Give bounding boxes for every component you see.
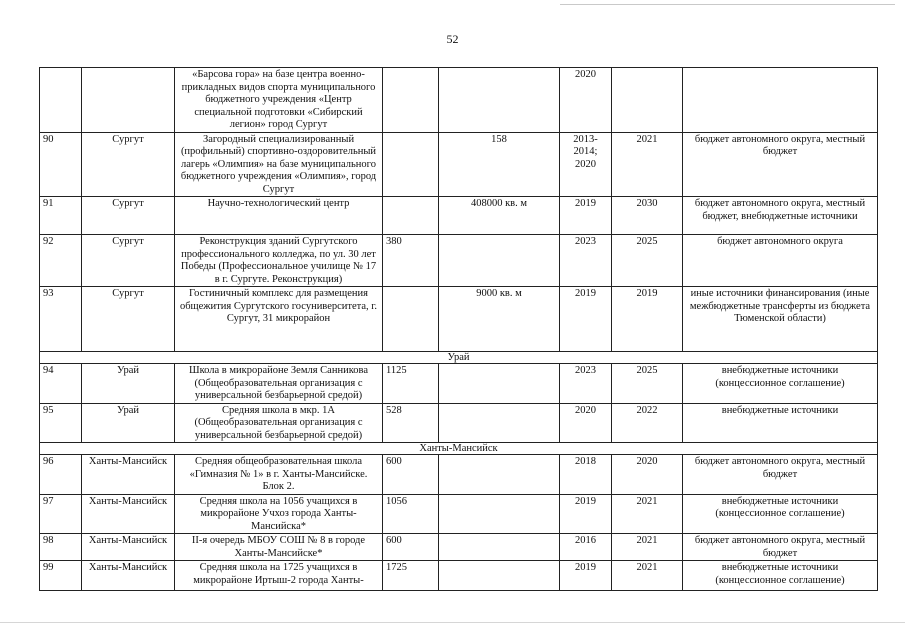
- row-capacity: 1725: [383, 561, 439, 591]
- row-city: Сургут: [82, 287, 175, 352]
- row-area: 9000 кв. м: [439, 287, 560, 352]
- row-area: [439, 68, 560, 133]
- row-city: Ханты-Мансийск: [82, 455, 175, 495]
- row-city: Сургут: [82, 132, 175, 197]
- table-row: [40, 455, 878, 495]
- row-funding-source: бюджет автономного округа, местный бюджет: [683, 534, 878, 561]
- table-row: [40, 403, 878, 443]
- row-funding-source: внебюджетные источники (концессионное соглашение): [683, 561, 878, 591]
- row-number: 91: [40, 197, 82, 235]
- row-area: 158: [439, 132, 560, 197]
- row-end-year: 2021: [612, 132, 683, 197]
- row-capacity: [383, 287, 439, 352]
- row-city: Ханты-Мансийск: [82, 494, 175, 534]
- row-object: Средняя школа в мкр. 1А (Общеобразовательная организация с универсальной безбарьерной средой): [175, 403, 383, 443]
- row-capacity: 528: [383, 403, 439, 443]
- row-area: [439, 235, 560, 287]
- row-end-year: 2021: [612, 534, 683, 561]
- row-start-year: 2019: [560, 561, 612, 591]
- row-city: Сургут: [82, 197, 175, 235]
- row-funding-source: бюджет автономного округа, местный бюджет: [683, 455, 878, 495]
- row-object: Средняя общеобразовательная школа «Гимназия № 1» в г. Ханты-Мансийске. Блок 2.: [175, 455, 383, 495]
- row-area: 408000 кв. м: [439, 197, 560, 235]
- row-start-year: 2020: [560, 68, 612, 133]
- row-number: 95: [40, 403, 82, 443]
- table-row: [40, 235, 878, 287]
- row-capacity: 600: [383, 534, 439, 561]
- row-area: [439, 364, 560, 404]
- row-area: [439, 561, 560, 591]
- row-start-year: 2018: [560, 455, 612, 495]
- row-end-year: 2021: [612, 561, 683, 591]
- row-start-year: 2020: [560, 403, 612, 443]
- section-title: Урай: [40, 352, 878, 364]
- row-object: Школа в микрорайоне Земля Санникова (Общеобразовательная организация с универсальной безбарьерной средой): [175, 364, 383, 404]
- row-object: II-я очередь МБОУ СОШ № 8 в городе Ханты-Мансийске*: [175, 534, 383, 561]
- row-funding-source: внебюджетные источники (концессионное соглашение): [683, 364, 878, 404]
- row-city: Урай: [82, 403, 175, 443]
- table-row: [40, 364, 878, 404]
- row-city: Ханты-Мансийск: [82, 534, 175, 561]
- row-end-year: 2030: [612, 197, 683, 235]
- row-funding-source: бюджет автономного округа: [683, 235, 878, 287]
- row-city: Сургут: [82, 235, 175, 287]
- row-city: [82, 68, 175, 133]
- row-number: 98: [40, 534, 82, 561]
- scan-edge-line-top: [560, 4, 895, 5]
- scan-edge-line-bottom: [0, 622, 905, 623]
- row-funding-source: внебюджетные источники: [683, 403, 878, 443]
- row-funding-source: иные источники финансирования (иные межбюджетные трансферты из бюджета Тюменской области): [683, 287, 878, 352]
- row-capacity: 1125: [383, 364, 439, 404]
- row-funding-source: [683, 68, 878, 133]
- table-row: [40, 494, 878, 534]
- row-start-year: 2019: [560, 494, 612, 534]
- row-capacity: 600: [383, 455, 439, 495]
- row-object: «Барсова гора» на базе центра военно-прикладных видов спорта муниципального бюджетного учреждения «Центр специальной подготовки «Сибирский легион» город Сургут: [175, 68, 383, 133]
- table-row: [40, 287, 878, 352]
- row-end-year: 2025: [612, 364, 683, 404]
- row-object: Реконструкция зданий Сургутского профессионального колледжа, по ул. 30 лет Победы (Профессиональное училище № 17 в г. Сургуте. Реконструкция): [175, 235, 383, 287]
- row-number: 96: [40, 455, 82, 495]
- row-object: Средняя школа на 1725 учащихся в микрорайоне Иртыш-2 города Ханты-: [175, 561, 383, 591]
- page-number: 52: [446, 32, 459, 46]
- section-row: [40, 443, 878, 455]
- table-row: [40, 197, 878, 235]
- row-city: Ханты-Мансийск: [82, 561, 175, 591]
- row-end-year: 2025: [612, 235, 683, 287]
- row-object: Средняя школа на 1056 учащихся в микрорайоне Учхоз города Ханты-Мансийска*: [175, 494, 383, 534]
- row-funding-source: бюджет автономного округа, местный бюджет: [683, 132, 878, 197]
- row-area: [439, 403, 560, 443]
- row-number: 90: [40, 132, 82, 197]
- row-start-year: 2019: [560, 197, 612, 235]
- row-capacity: 1056: [383, 494, 439, 534]
- row-number: 93: [40, 287, 82, 352]
- objects-table: [39, 67, 878, 591]
- row-capacity: [383, 132, 439, 197]
- row-object: Загородный специализированный (профильный) спортивно-оздоровительный лагерь «Олимпия» на базе муниципального бюджетного учреждения «Олимпия», город Сургут: [175, 132, 383, 197]
- row-end-year: 2019: [612, 287, 683, 352]
- table-row: [40, 534, 878, 561]
- row-funding-source: внебюджетные источники (концессионное соглашение): [683, 494, 878, 534]
- row-start-year: 2023: [560, 364, 612, 404]
- row-end-year: 2021: [612, 494, 683, 534]
- row-start-year: 2023: [560, 235, 612, 287]
- row-start-year: 2019: [560, 287, 612, 352]
- row-number: 97: [40, 494, 82, 534]
- row-area: [439, 534, 560, 561]
- row-start-year: 2016: [560, 534, 612, 561]
- row-number: 92: [40, 235, 82, 287]
- row-capacity: [383, 197, 439, 235]
- row-area: [439, 455, 560, 495]
- section-title: Ханты-Мансийск: [40, 443, 878, 455]
- row-number: [40, 68, 82, 133]
- row-city: Урай: [82, 364, 175, 404]
- row-end-year: 2020: [612, 455, 683, 495]
- row-end-year: [612, 68, 683, 133]
- row-object: Научно-технологический центр: [175, 197, 383, 235]
- section-row: [40, 352, 878, 364]
- row-funding-source: бюджет автономного округа, местный бюджет, внебюджетные источники: [683, 197, 878, 235]
- row-end-year: 2022: [612, 403, 683, 443]
- row-number: 99: [40, 561, 82, 591]
- table-row: [40, 68, 878, 133]
- row-number: 94: [40, 364, 82, 404]
- row-area: [439, 494, 560, 534]
- row-capacity: 380: [383, 235, 439, 287]
- row-start-year: 2013-2014; 2020: [560, 132, 612, 197]
- table-row: [40, 561, 878, 591]
- row-capacity: [383, 68, 439, 133]
- table-row: [40, 132, 878, 197]
- row-object: Гостиничный комплекс для размещения общежития Сургутского госуниверситета, г. Сургут, 31 микрорайон: [175, 287, 383, 352]
